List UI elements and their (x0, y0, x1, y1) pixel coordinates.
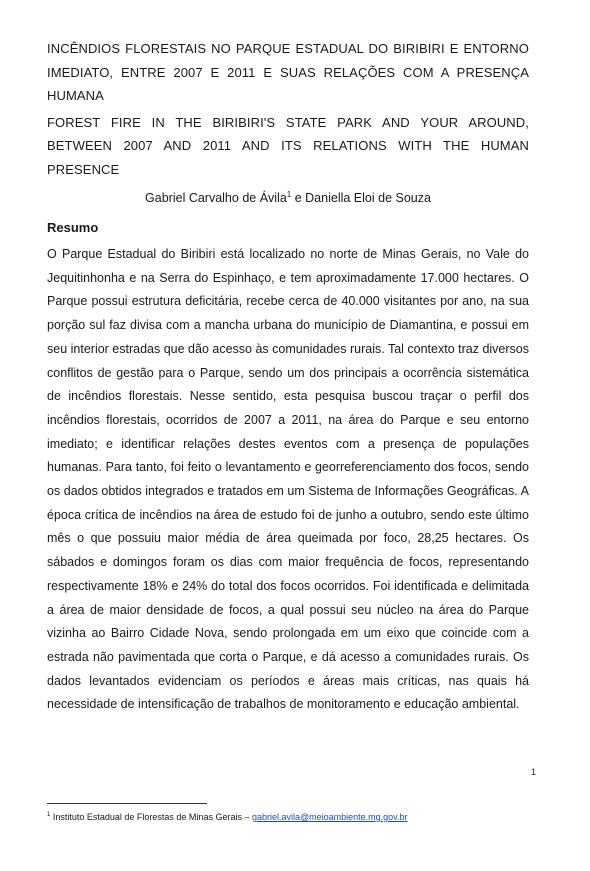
footnote-text: Instituto Estadual de Florestas de Minas Gerais – (52, 812, 252, 822)
author-joiner: e (291, 191, 306, 205)
title-portuguese: INCÊNDIOS FLORESTAIS NO PARQUE ESTADUAL DO BIRIBIRI E ENTORNO IMEDIATO, ENTRE 2007 E 2011 E SUAS RELAÇÕES COM A PRESENÇA HUMANA (47, 41, 529, 103)
abstract-text: O Parque Estadual do Biribiri está localizado no norte de Minas Gerais, no Vale do Jequitinhonha e na Serra do Espinhaço, e tem aproximadamente 17.000 hectares. O Parque possui estrutura deficitária, recebe cerca de 40.000 visitantes por ano, na sua porção sul faz divisa com a mancha urbana do município de Diamantina, e possui em seu interior estradas que dão acesso às comunidades rurais. Tal contexto traz diversos conflitos de gestão para o Parque, sendo um dos principais a ocorrência sistemática de incêndios florestais. Nesse sentido, esta pesquisa buscou traçar o perfil dos incêndios florestais, ocorridos de 2007 a 2011, na área do Parque e seu entorno imediato; e identificar relações destes eventos com a presença de populações humanas. Para tanto, foi feito o levantamento e georreferenciamento dos focos, sendo os dados obtidos integrados e tratados em um Sistema de Informações Geográficas. A época crítica de incêndios na área de estudo foi de junho a outubro, sendo este último mês o que possuiu maior média de área queimada por foco, 28,25 hectares. Os sábados e domingos foram os dias com maior frequência de focos, representando respectivamente 18% e 24% do total dos focos ocorridos. Foi identificada e delimitada a área de maior densidade de focos, a qual possui seu núcleo na área do Parque vizinha ao Bairro Cidade Nova, sendo prolongada em um eixo que coincide com a estrada não pavimentada que corta o Parque, e dá acesso a comunidades rurais. Os dados levantados evidenciam os períodos e áreas mais críticas, nas quais há necessidade de intensificação de trabalhos de monitoramento e educação ambiental. (47, 247, 529, 712)
title-english: FOREST FIRE IN THE BIRIBIRI'S STATE PARK AND YOUR AROUND, BETWEEN 2007 AND 2011 AND ITS RELATIONS WITH THE HUMAN PRESENCE (47, 114, 529, 177)
page-number: 1 (530, 767, 536, 777)
author-2: Daniella Eloi de Souza (305, 191, 431, 205)
author-1-footnote-mark: 1 (286, 189, 292, 199)
footnote-email-link[interactable]: gabriel.avila@meioambiente.mg.gov.br (251, 812, 408, 822)
author-1: Gabriel Carvalho de Ávila (145, 191, 287, 205)
footnote-divider (47, 803, 207, 804)
section-heading-resumo: Resumo (47, 220, 99, 235)
authors-line (47, 187, 529, 209)
footnote (47, 811, 408, 823)
paper-page (47, 37, 529, 717)
footnote-mark: 1 (47, 812, 51, 818)
